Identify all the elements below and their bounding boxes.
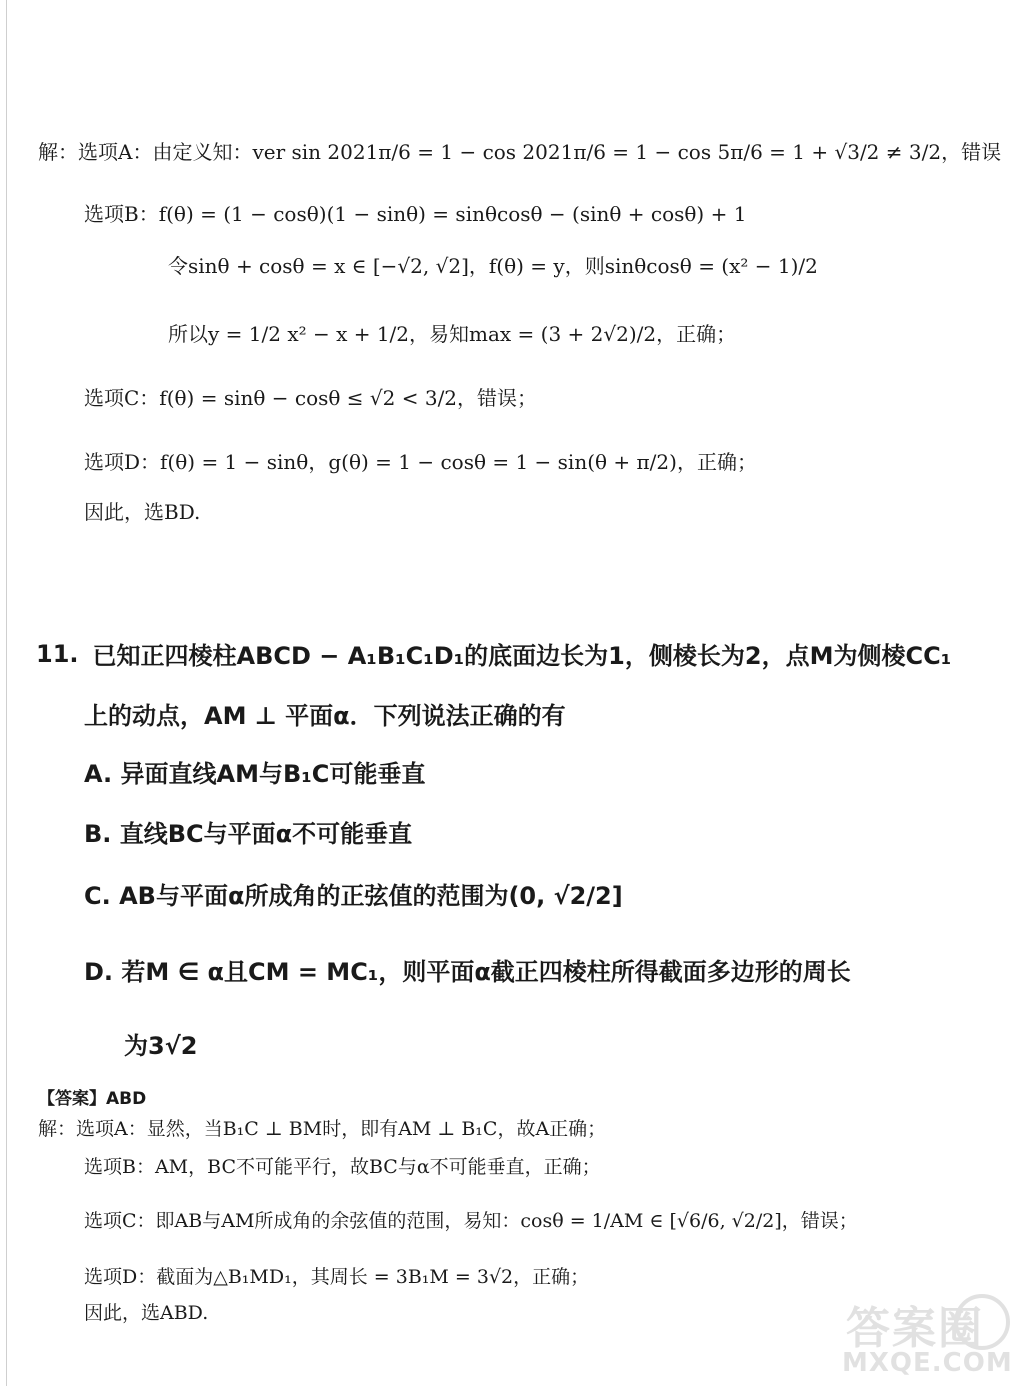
watermark-en: MXQE.COM	[842, 1348, 1013, 1378]
solution2-option-c: 选项C：即AB与AM所成角的余弦值的范围，易知：cosθ = 1/AM ∈ [√6/6, √2/2]，错误；	[84, 1210, 858, 1232]
option-d-line-2: 为3√2	[124, 1032, 198, 1060]
solution1-option-c: 选项C：f(θ) = sinθ − cosθ ≤ √2 < 3/2，错误；	[84, 386, 538, 410]
option-a: A. 异面直线AM与B₁C可能垂直	[84, 760, 426, 788]
answer-tag: 【答案】ABD	[38, 1089, 147, 1109]
watermark-cn: 答案圈	[846, 1303, 984, 1354]
option-d-line-1: D. 若M ∈ α且CM = MC₁，则平面α截正四棱柱所得截面多边形的周长	[84, 958, 851, 986]
option-c: C. AB与平面α所成角的正弦值的范围为(0, √2/2]	[84, 882, 623, 910]
solution1-conclusion: 因此，选BD.	[84, 500, 201, 524]
question-number: 11.	[36, 639, 79, 668]
solution1-option-a: 解：选项A：由定义知：ver sin 2021π/6 = 1 − cos 2021π/6 = 1 − cos 5π/6 = 1 + √3/2 ≠ 3/2，错误	[38, 140, 1002, 164]
solution2-option-d: 选项D：截面为△B₁MD₁，其周长 = 3B₁M = 3√2，正确；	[84, 1266, 590, 1288]
question-stem-line-1	[36, 636, 951, 671]
page-edge	[6, 0, 7, 1386]
question-stem-1: 已知正四棱柱ABCD − A₁B₁C₁D₁的底面边长为1，侧棱长为2，点M为侧棱CC₁	[92, 642, 952, 670]
solution1-option-d: 选项D：f(θ) = 1 − sinθ，g(θ) = 1 − cosθ = 1 − sin(θ + π/2)，正确；	[84, 450, 757, 474]
watermark-logo	[836, 1292, 1012, 1380]
solution1-max-result: 所以y = 1/2 x² − x + 1/2，易知max = (3 + 2√2)/2，正确；	[168, 322, 737, 346]
option-b: B. 直线BC与平面α不可能垂直	[84, 820, 413, 848]
solution1-option-b: 选项B：f(θ) = (1 − cosθ)(1 − sinθ) = sinθcosθ − (sinθ + cosθ) + 1	[84, 202, 747, 226]
question-stem-line-2: 上的动点，AM ⊥ 平面α．下列说法正确的有	[84, 702, 566, 730]
solution2-option-a: 解：选项A：显然，当B₁C ⊥ BM时，即有AM ⊥ B₁C，故A正确；	[38, 1118, 607, 1140]
solution2-conclusion: 因此，选ABD.	[84, 1302, 209, 1324]
solution2-option-b: 选项B：AM，BC不可能平行，故BC与α不可能垂直，正确；	[84, 1156, 601, 1178]
solution1-substitution: 令sinθ + cosθ = x ∈ [−√2, √2]，f(θ) = y，则sinθcosθ = (x² − 1)/2	[168, 254, 818, 278]
